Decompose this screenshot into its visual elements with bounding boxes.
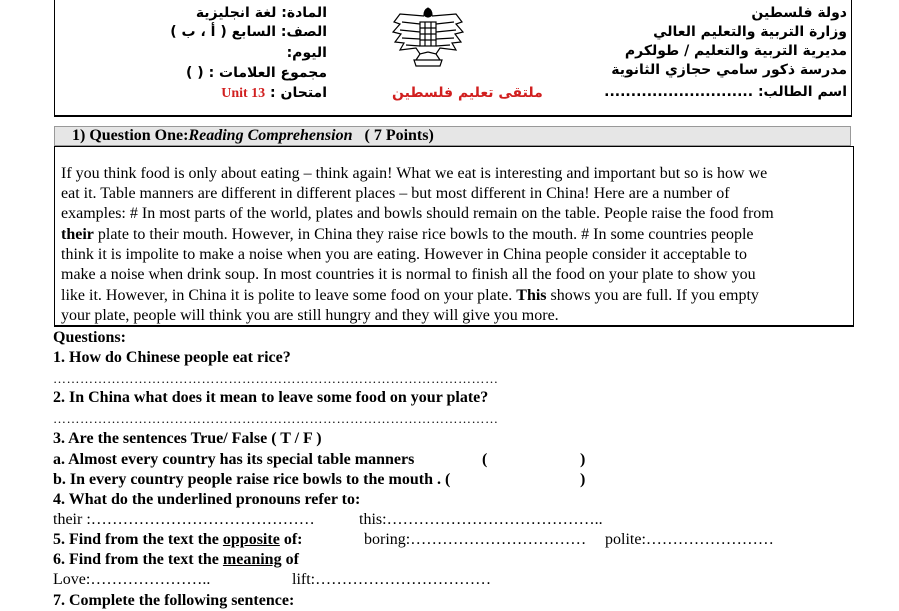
passage-line: If you think food is only about eating – think again! What we eat is interesting and important but so is how we [61, 165, 768, 182]
answer-3a-open[interactable]: ( [482, 451, 488, 468]
header-directorate: مديرية التربية والتعليم / طولكرم [624, 43, 847, 59]
passage-line: make a noise when drink soup. In most countries it is normal to finish all the food on your plate to show you [61, 266, 756, 283]
header-school: مدرسة ذكور سامي حجازي الثانوية [611, 62, 847, 78]
passage-box [54, 146, 854, 327]
exam-label: امتحان : [270, 85, 327, 101]
answer-5-boring[interactable]: boring:…………………………… [364, 531, 587, 548]
passage-text: like it. However, in China it is polite to leave some food on your plate. [61, 287, 517, 304]
student-label: اسم الطالب: [757, 84, 847, 100]
student-name-dots: ............................ [604, 84, 754, 100]
question-5-text: 5. Find from the text the [53, 531, 223, 548]
header-day: اليوم: [286, 45, 327, 61]
header-subject: المادة: لغة انجليزية [195, 5, 327, 21]
header-student-name [604, 83, 847, 102]
header-total: مجموع العلامات : ( ) [186, 65, 327, 81]
passage-line: examples: # In most parts of the world, plates and bowls should remain on the table. People raise the food from [61, 205, 774, 222]
question-3b: b. In every country people raise rice bowls to the mouth . ( [53, 471, 451, 488]
header-class: الصف: السابع ( أ ، ب ) [170, 24, 327, 40]
question-6-text: 6. Find from the text the [53, 551, 223, 568]
question-6-suffix: of [281, 551, 299, 568]
answer-4-this[interactable]: this:………………………………….. [359, 511, 603, 528]
question-one-label: Question One: [89, 127, 189, 144]
eagle-emblem-icon [390, 2, 466, 72]
header-state: دولة فلسطين [751, 5, 847, 21]
passage-line: your plate, people will think you are still hungry and they will give you more. [61, 307, 559, 324]
question-one-points: ( 7 Points) [364, 127, 434, 144]
underlined-pronoun-this: This [516, 287, 547, 304]
passage-text: plate to their mouth. However, in China they raise rice bowls to the mouth. # In some countries people [93, 226, 754, 243]
answer-3b-close: ) [580, 471, 586, 488]
question-one-number: 1) [72, 127, 86, 144]
underlined-pronoun-their: their [61, 226, 94, 243]
passage-text: shows you are full. If you empty [546, 287, 759, 304]
question-6-keyword: meaning [222, 551, 282, 568]
question-6 [53, 550, 299, 570]
question-3: 3. Are the sentences True/ False ( T / F ) [53, 430, 322, 447]
question-1: 1. How do Chinese people eat rice? [53, 349, 291, 366]
answer-5-polite[interactable]: polite:…………………… [605, 531, 774, 548]
answer-6-love[interactable]: Love:………………….. [53, 571, 211, 588]
answer-4-their[interactable]: their :…………………………………… [53, 511, 315, 528]
question-one-italic: Reading Comprehension [188, 127, 353, 144]
question-5-suffix: of: [279, 531, 303, 548]
answer-line-1[interactable]: ……………………………………………………………………………………… [53, 371, 499, 386]
question-4: 4. What do the underlined pronouns refer to: [53, 491, 361, 508]
question-5-keyword: opposite [222, 531, 280, 548]
header-exam [221, 84, 327, 103]
passage-line [61, 225, 754, 245]
passage-line: think it is impolite to make a noise when you are eating. However in China people consider it acceptable to [61, 246, 748, 263]
passage-line [61, 286, 759, 306]
passage-line: eat it. Table manners are different in different places – but most different in China! Here are a number of [61, 185, 730, 202]
header-ministry: وزارة التربية والتعليم العالي [653, 24, 847, 40]
answer-6-lift[interactable]: lift:…………………………… [292, 571, 492, 588]
question-2: 2. In China what does it mean to leave some food on your plate? [53, 389, 489, 406]
question-7: 7. Complete the following sentence: [53, 592, 295, 609]
question-5 [53, 530, 302, 550]
question-3a: a. Almost every country has its special table manners [53, 451, 415, 468]
answer-3a-close: ) [580, 451, 586, 468]
question-one-title [72, 126, 434, 146]
answer-line-2[interactable]: ……………………………………………………………………………………… [53, 411, 499, 426]
forum-title: ملتقى تعليم فلسطين [392, 85, 543, 101]
exam-unit: Unit 13 [221, 86, 266, 101]
questions-heading: Questions: [53, 329, 126, 346]
